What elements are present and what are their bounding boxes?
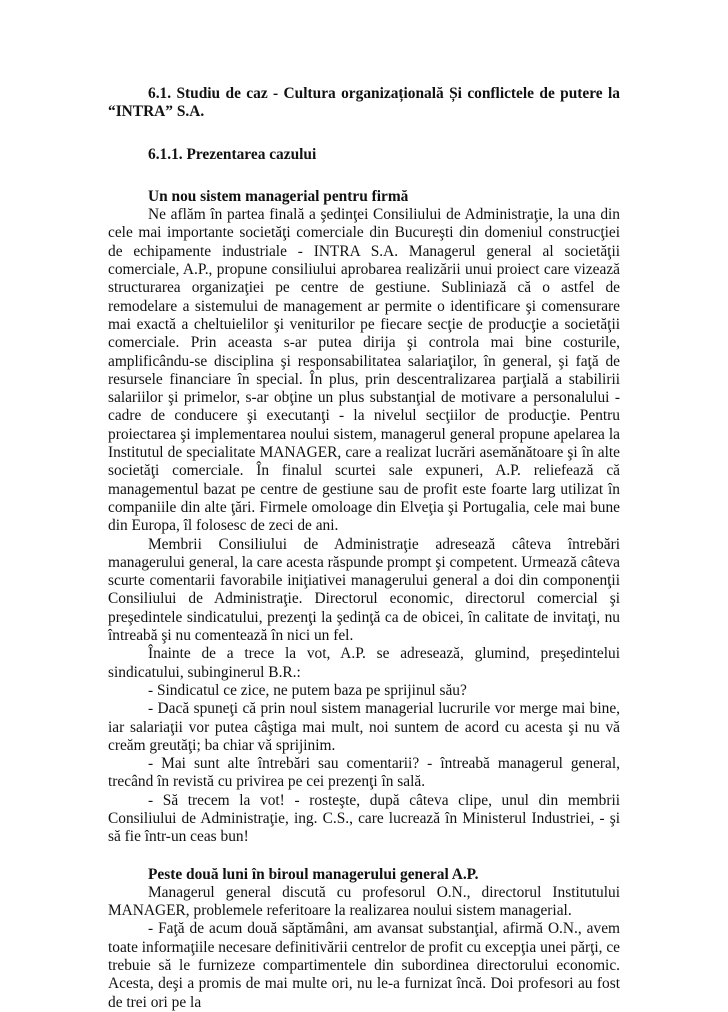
dialogue-line: - Sindicatul ce zice, ne putem baza pe sprijinul său? <box>148 681 467 699</box>
dialogue-line: - Faţă de acum două săptămâni, am avansat substanţial, afirmă O.N., avem toate informaţiile necesare definitivării centrelor de profit cu excepţia unei părţi, ce trebuie să le furnizeze compartimentele din subordinea directorului economic. Acesta, deşi a promis de mai multe ori, nu le-a furnizat încă. Doi profesori au fost de trei ori pe la <box>108 920 620 1011</box>
paragraph: Managerul general discută cu profesorul O.N., directorul Institutului MANAGER, problemele referitoare la realizarea noului sistem managerial. <box>108 883 620 920</box>
section-subtitle: 6.1.1. Prezentarea cazului <box>148 145 317 163</box>
dialogue-line: - Să trecem la vot! - rosteşte, după câteva clipe, unul din membrii Consiliului de Administraţie, ing. C.S., care lucrează în Ministerul Industriei, - şi să fie într-un ceas bun! <box>108 791 620 846</box>
case-heading-two-months-later: Peste două luni în biroul managerului general A.P. <box>148 865 479 883</box>
paragraph: Înainte de a trece la vot, A.P. se adresează, glumind, preşedintelui sindicatului, subinginerul B.R.: <box>108 645 620 681</box>
dialogue-line: - Mai sunt alte întrebări sau comentarii? - întreabă managerul general, trecând în revistă cu privirea pe cei prezenţi în sală. <box>108 755 620 791</box>
paragraph: Membrii Consiliului de Administraţie adresează câteva întrebări managerului general, la care acesta răspunde prompt şi competent. Urmează câteva scurte comentarii favorabile iniţiativei managerului general a doi din componenţii Consiliului de Administraţie. Directorul economic, directorul comercial şi preşedintele sindicatului, prezenţi la şedinţă ca de obicei, în calitate de invitaţi, nu întreabă şi nu comentează în nici un fel. <box>108 535 620 645</box>
case-heading-new-system: Un nou sistem managerial pentru firmă <box>148 187 409 205</box>
dialogue-line: - Dacă spuneţi că prin noul sistem managerial lucrurile vor merge mai bine, iar salariaţii vor putea câştiga mai mult, noi suntem de acord cu acesta şi nu vă creăm greutăţi; ba chiar vă sprijinim. <box>108 700 620 754</box>
document-page <box>108 0 620 1012</box>
paragraph: Ne aflăm în partea finală a şedinţei Consiliului de Administraţie, la una din cele mai importante societăţi comerciale din Bucureşti din domeniul construcţiei de echipamente industriale - INTRA S.A. Managerul general al societăţii comerciale, A.P., propune consiliului aprobarea realizării unui proiect care vizează structurarea organizaţiei pe centre de gestiune. Subliniază că o astfel de remodelare a sistemului de management ar permite o identificare şi comensurare mai exactă a cheltuielilor şi veniturilor pe fiecare secţie de producţie a societăţii comerciale. Prin aceasta s-ar putea dirija şi controla mai bine costurile, amplificându-se disciplina şi responsabilitatea salariaţilor, în general, şi faţă de resursele financiare în special. În plus, prin descentralizarea parţială a stabilirii salariilor şi primelor, s-ar obţine un plus substanţial de motivare a personalului - cadre de conducere şi executanţi - la nivelul secţiilor de producţie. Pentru proiectarea şi implementarea noului sistem, managerul general propune apelarea la Institutul de specialitate MANAGER, care a realizat lucrări asemănătoare şi în alte societăţi comerciale. În finalul scurtei sale expuneri, A.P. reliefează că managementul bazat pe centre de gestiune sau de profit este foarte larg utilizat în companiile din alte ţări. Firmele omoloage din Elveţia şi Portugalia, cele mai bune din Europa, îl folosesc de zeci de ani. <box>108 206 620 535</box>
chapter-title: 6.1. Studiu de caz - Cultura organizațională Și conflictele de putere la “INTRA” S.A. <box>108 85 620 121</box>
